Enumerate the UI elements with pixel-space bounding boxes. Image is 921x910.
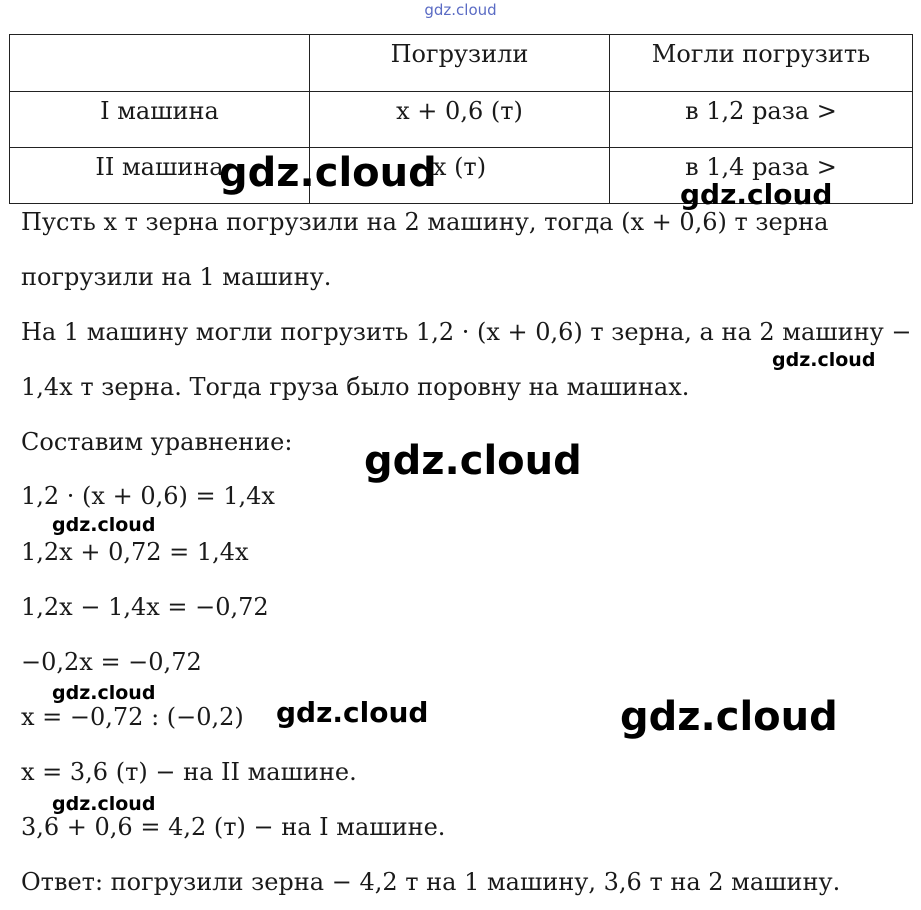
watermark: gdz.cloud xyxy=(680,178,833,211)
table-cell: x + 0,6 (т) xyxy=(310,92,610,148)
table-cell: в 1,4 раза > xyxy=(610,148,913,204)
table-cell: x (т) xyxy=(310,148,610,204)
watermark: gdz.cloud xyxy=(620,694,838,740)
watermark: gdz.cloud xyxy=(364,438,582,484)
table-header-cell xyxy=(10,35,310,92)
table-header-cell: Погрузили xyxy=(310,35,610,92)
table-cell: I машина xyxy=(10,92,310,148)
table-cell: в 1,2 раза > xyxy=(610,92,913,148)
watermark: gdz.cloud xyxy=(52,793,156,815)
watermark: gdz.cloud xyxy=(52,682,156,704)
equation-line: x = −0,72 : (−0,2) xyxy=(21,703,244,731)
solution-line: Пусть x т зерна погрузили на 2 машину, тогда (x + 0,6) т зерна xyxy=(21,208,829,236)
solution-line: погрузили на 1 машину. xyxy=(21,263,332,291)
table-cell: II машина xyxy=(10,148,310,204)
watermark: gdz.cloud xyxy=(276,696,429,729)
solution-line: На 1 машину могли погрузить 1,2 · (x + 0,6) т зерна, а на 2 машину − xyxy=(21,318,912,346)
solution-line: x = 3,6 (т) − на II машине. xyxy=(21,758,357,786)
equation-line: −0,2x = −0,72 xyxy=(21,648,202,676)
table-header-row xyxy=(10,35,913,92)
watermark: gdz.cloud xyxy=(219,150,437,196)
watermark: gdz.cloud xyxy=(772,349,876,371)
solution-line: Составим уравнение: xyxy=(21,428,293,456)
table-row xyxy=(10,92,913,148)
answer-line: Ответ: погрузили зерна − 4,2 т на 1 машину, 3,6 т на 2 машину. xyxy=(21,868,841,896)
equation-line: 1,2x − 1,4x = −0,72 xyxy=(21,593,269,621)
solution-line: 3,6 + 0,6 = 4,2 (т) − на I машине. xyxy=(21,813,446,841)
watermark: gdz.cloud xyxy=(52,514,156,536)
equation-line: 1,2x + 0,72 = 1,4x xyxy=(21,538,249,566)
equation-line: 1,2 · (x + 0,6) = 1,4x xyxy=(21,482,275,510)
solution-line: 1,4x т зерна. Тогда груза было поровну на машинах. xyxy=(21,373,690,401)
table-header-cell: Могли погрузить xyxy=(610,35,913,92)
top-watermark: gdz.cloud xyxy=(424,1,497,19)
